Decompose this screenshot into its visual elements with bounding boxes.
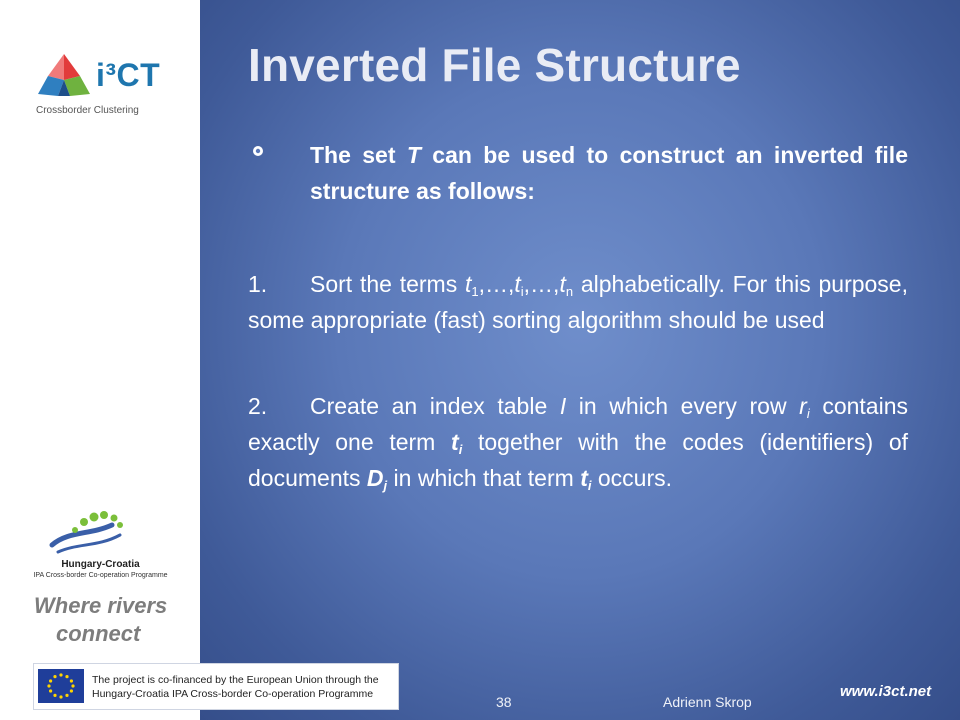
sidebar	[0, 0, 200, 720]
slide-title: Inverted File Structure	[248, 39, 741, 91]
list-item-1: 1. Sort the terms $t_1,\dots,t_i,\dots,t_n$ alphabetically. For this purpose, some appropriate (fast) sorting algorithm should be used	[248, 266, 908, 338]
slide-main	[200, 0, 960, 720]
item-number: 1.	[248, 271, 268, 297]
author-name: Adrienn Skrop	[663, 694, 752, 710]
i3ct-logo-icon	[34, 50, 94, 102]
item-number: 2.	[248, 393, 268, 419]
website-url: www.i3ct.net	[840, 683, 932, 700]
eu-text-line-2: Hungary-Croatia IPA Cross-border Co-operation Programme	[92, 688, 374, 700]
rivers-line-2: connect	[56, 621, 141, 646]
rivers-logo-icon	[28, 505, 173, 557]
rivers-line-1: Where rivers	[34, 593, 168, 618]
list-item-2: 2. Create an index table I in which every row $r_i$ contains exactly one term $t_i$ together with the codes (identifiers) of documents $D_j$ in which that term $t_i$ occurs.	[248, 388, 908, 496]
eu-cofinance-text	[92, 673, 379, 701]
logo-subtitle: Crossborder Clustering	[36, 105, 139, 116]
eu-cofinance-banner	[33, 663, 399, 710]
hungary-croatia-title: Hungary-Croatia	[61, 559, 140, 570]
page-number: 38	[496, 694, 512, 710]
programme-subtitle: IPA Cross-border Co-operation Programme	[33, 572, 168, 579]
eu-text-line-1: The project is co-financed by the European Union through the	[92, 674, 379, 686]
logo-text: i³CT	[96, 57, 161, 93]
bullet-point	[248, 137, 908, 209]
bullet-text: The set T can be used to construct an inverted file structure as follows:	[310, 142, 908, 204]
eu-flag-icon	[38, 669, 84, 703]
i3ct-logo	[34, 50, 169, 120]
where-rivers-connect	[34, 592, 167, 648]
circle-bullet-icon	[252, 145, 264, 157]
hungary-croatia-logo	[28, 505, 173, 585]
